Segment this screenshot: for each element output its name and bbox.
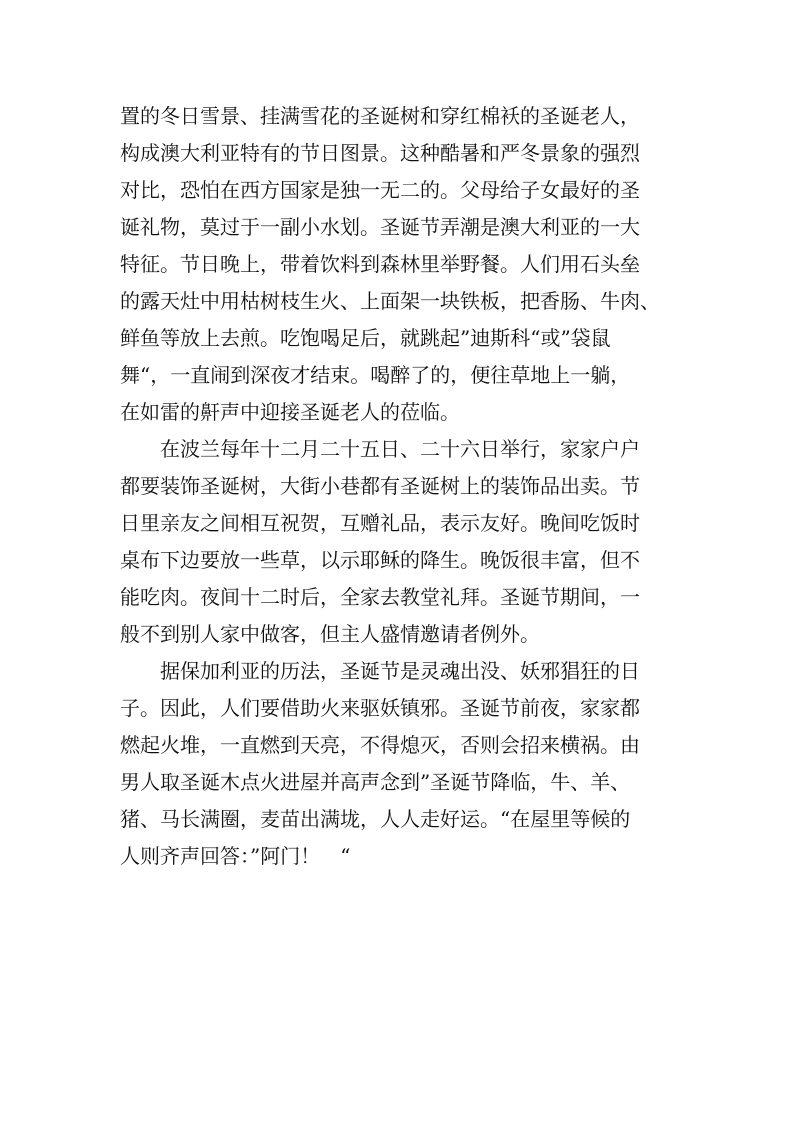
paragraph-1-line-9: 在如雷的鼾声中迎接圣诞老人的莅临。: [120, 400, 460, 424]
paragraph-2-line-5: 能吃肉。夜间十二时后，全家去教堂礼拜。圣诞节期间，一: [120, 585, 640, 609]
paragraph-3-line-2: 子。因此，人们要借助火来驱妖镇邪。圣诞节前夜，家家都: [120, 696, 640, 720]
paragraph-1-line-1: 置的冬日雪景、挂满雪花的圣诞树和穿红棉袄的圣诞老人，: [120, 104, 640, 128]
paragraph-1-line-5: 特征。节日晚上，带着饮料到森林里举野餐。人们用石头垒: [120, 252, 640, 276]
paragraph-1-line-3: 对比，恐怕在西方国家是独一无二的。父母给子女最好的圣: [120, 178, 640, 202]
paragraph-1-line-6: 的露天灶中用枯树枝生火、上面架一块铁板，把香肠、牛肉、: [120, 289, 660, 313]
paragraph-3-line-5: 猪、马长满圈，麦苗出满垅，人人走好运。“在屋里等候的: [120, 807, 631, 831]
paragraph-3-line-3: 燃起火堆，一直燃到天亮，不得熄灭，否则会招来横祸。由: [120, 733, 640, 757]
paragraph-1-line-4: 诞礼物，莫过于一副小水划。圣诞节弄潮是澳大利亚的一大: [120, 215, 640, 239]
document-body: [120, 98, 690, 875]
paragraph-3-line-1: 据保加利亚的历法，圣诞节是灵魂出没、妖邪猖狂的日: [160, 659, 640, 683]
paragraph-2-line-6: 般不到别人家中做客，但主人盛情邀请者例外。: [120, 622, 540, 646]
paragraph-1-line-2: 构成澳大利亚特有的节日图景。这种酷暑和严冬景象的强烈: [120, 141, 640, 165]
paragraph-3-line-4: 男人取圣诞木点火进屋并高声念到”圣诞节降临，牛、羊、: [120, 770, 631, 794]
paragraph-2-line-3: 日里亲友之间相互祝贺，互赠礼品，表示友好。晚间吃饭时: [120, 511, 640, 535]
paragraph-2-line-1: 在波兰每年十二月二十五日、二十六日举行，家家户户: [160, 437, 640, 461]
paragraph-1-line-8: 舞“，一直闹到深夜才结束。喝醉了的，便往草地上一躺，: [120, 363, 631, 387]
paragraph-1-line-7: 鲜鱼等放上去煎。吃饱喝足后，就跳起”迪斯科“或”袋鼠: [120, 326, 611, 350]
paragraph-3-line-6: 人则齐声回答：”阿门！ “: [120, 844, 351, 868]
paragraph-2-line-2: 都要装饰圣诞树，大街小巷都有圣诞树上的装饰品出卖。节: [120, 474, 640, 498]
paragraph-2-line-4: 桌布下边要放一些草，以示耶稣的降生。晚饭很丰富，但不: [120, 548, 640, 572]
